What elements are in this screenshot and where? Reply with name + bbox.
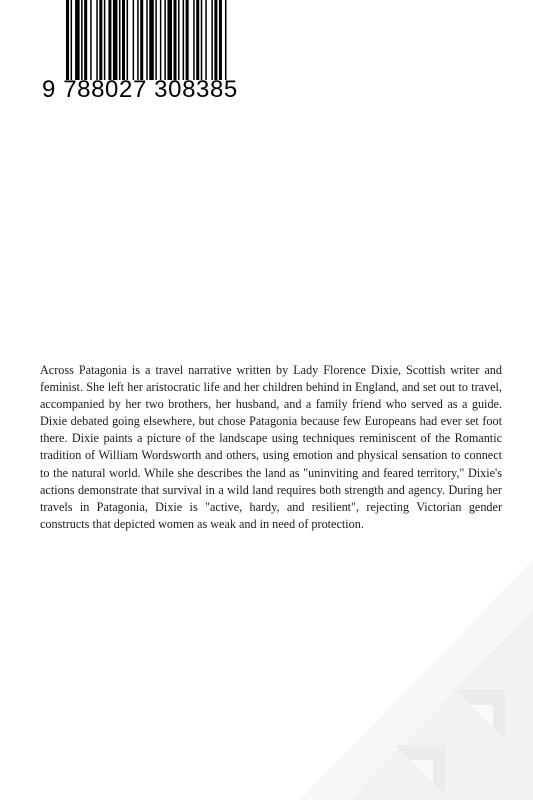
- barcode-bar: [104, 0, 106, 80]
- barcode-bar: [133, 0, 135, 80]
- isbn-digits: 9 788027 308385: [42, 76, 238, 103]
- barcode-bar: [127, 0, 129, 80]
- barcode-bar: [149, 0, 154, 80]
- barcode-bar: [81, 0, 83, 80]
- isbn-barcode: [40, 0, 238, 120]
- barcode-bar: [146, 0, 148, 80]
- barcode-bar: [99, 0, 102, 80]
- barcode-bar: [219, 0, 222, 80]
- barcode-bar: [201, 0, 203, 80]
- barcode-bar: [164, 0, 166, 80]
- barcode-bar: [167, 0, 172, 80]
- barcode-bar: [225, 0, 227, 80]
- barcode-bar: [113, 0, 118, 80]
- barcode-bar: [140, 0, 143, 80]
- barcode-bar: [205, 0, 207, 80]
- barcode-bar: [108, 0, 111, 80]
- book-description: Across Patagonia is a travel narrative written by Lady Florence Dixie, Scottish writer and feminist. She left her aristocratic life and her children behind in England, and set out to travel, accompanied by her two brothers, her husband, and a family friend who served as a guide. Dixie debated going elsewhere, but chose Patagonia because few Europeans had ever set foot there. Dixie paints a picture of the landscape using techniques reminiscent of the Romantic tradition of William Wordsworth and others, using emotion and physical sensation to connect to the natural world. While she describes the land as "uninviting and feared territory," Dixie's actions demonstrate that survival in a wild land requires both strength and agency. During her travels in Patagonia, Dixie is "active, hardy, and resilient", rejecting Victorian gender constructs that depicted women as weak and in need of protection.: [40, 363, 502, 531]
- barcode-bar: [178, 0, 180, 80]
- barcode-bar: [90, 0, 92, 80]
- barcode-bar: [96, 0, 98, 80]
- barcode-bar: [196, 0, 199, 80]
- barcode-bar: [75, 0, 80, 80]
- barcode-bar: [119, 0, 121, 80]
- barcode-bar: [155, 0, 157, 80]
- barcode-bar: [174, 0, 177, 80]
- barcode-bar: [211, 0, 213, 80]
- barcode-bar: [71, 0, 73, 80]
- barcode-bar: [214, 0, 217, 80]
- barcode-bar: [193, 0, 195, 80]
- barcode-bar: [66, 0, 69, 80]
- barcode-bar: [183, 0, 185, 80]
- barcode-bar: [137, 0, 139, 80]
- barcode-bars: [66, 0, 228, 80]
- barcode-bar: [160, 0, 162, 80]
- barcode-bar: [84, 0, 87, 80]
- barcode-bar: [122, 0, 125, 80]
- barcode-bar: [186, 0, 189, 80]
